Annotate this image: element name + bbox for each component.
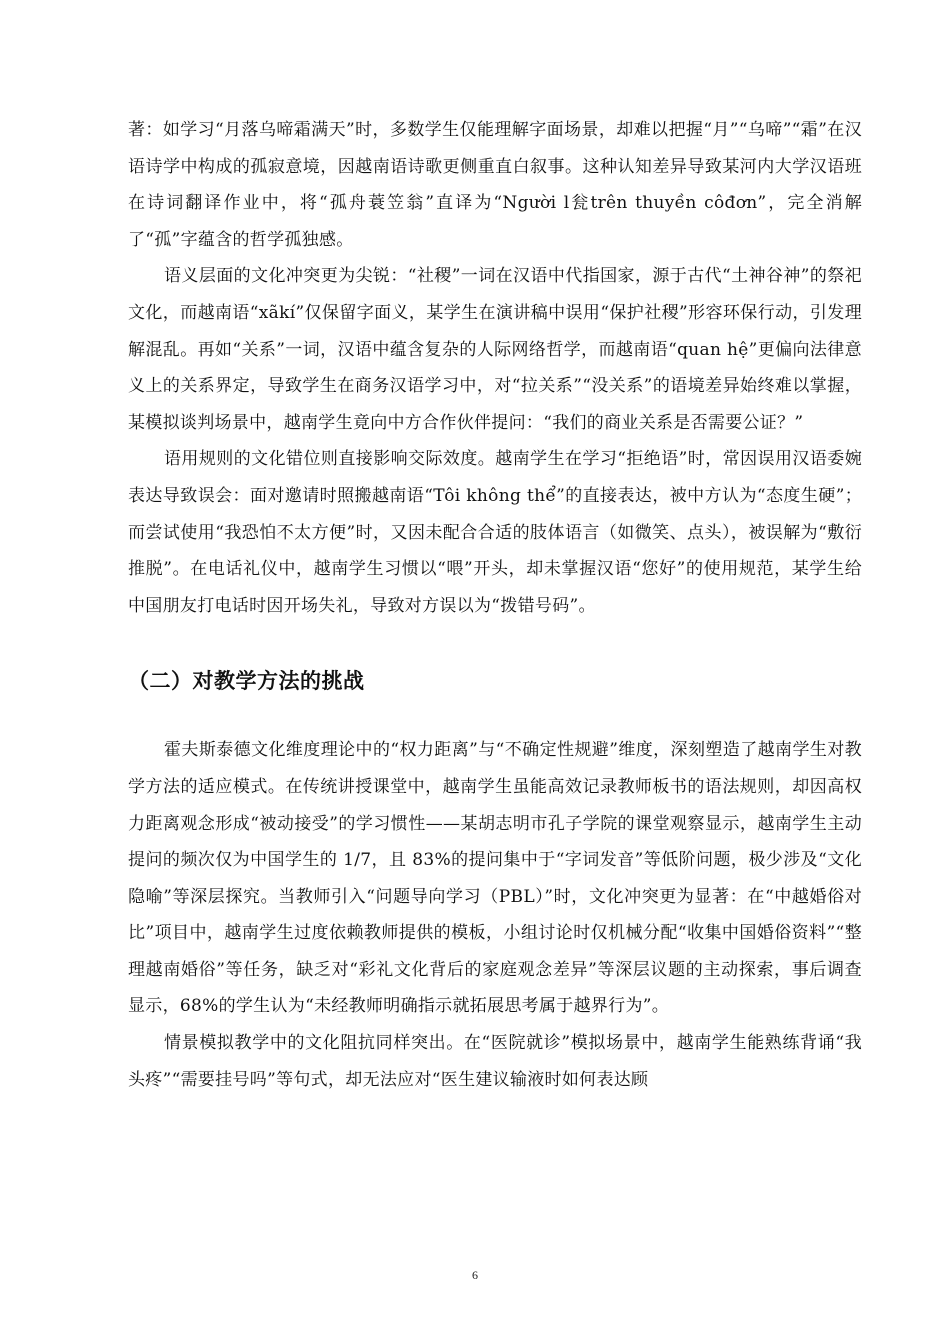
section-heading: （二）对教学方法的挑战 (128, 669, 365, 694)
document-body (128, 112, 862, 1098)
paragraph-semantic-conflict: 语义层面的文化冲突更为尖锐：“社稷”一词在汉语中代指国家，源于古代“土神谷神”的祭祀文化，而越南语“xãkí”仅保留字面义，某学生在演讲稿中误用“保护社稷”形容环保行动，引发理解混乱。再如“关系”一词，汉语中蕴含复杂的人际网络哲学，而越南语“quan hệ”更偏向法律意义上的关系界定，导致学生在商务汉语学习中，对“拉关系”“没关系”的语境差异始终难以掌握，某模拟谈判场景中，越南学生竟向中方合作伙伴提问：“我们的商业关系是否需要公证？” (128, 266, 862, 433)
paragraph-poetry-imagery: 著：如学习“月落乌啼霜满天”时，多数学生仅能理解字面场景，却难以把握“月”“乌啼”“霜”在汉语诗学中构成的孤寂意境，因越南语诗歌更侧重直白叙事。这种认知差异导致某河内大学汉语班在诗词翻译作业中，将“孤舟蓑笠翁”直译为“Người l瓮trên thuyền côđơn”，完全消解了“孤”字蕴含的哲学孤独感。 (128, 120, 862, 250)
paragraph-pragmatic-mismatch: 语用规则的文化错位则直接影响交际效度。越南学生在学习“拒绝语”时，常因误用汉语委婉表达导致误会：面对邀请时照搬越南语“Tôi không thể”的直接表达，被中方认为“态度生硬”；而尝试使用“我恐怕不太方便”时，又因未配合合适的肢体语言（如微笑、点头），被误解为“敷衍推脱”。在电话礼仪中，越南学生习惯以“喂”开头，却未掌握汉语“您好”的使用规范，某学生给中国朋友打电话时因开场失礼，导致对方误以为“拨错号码”。 (128, 449, 862, 616)
page-number: 6 (472, 1268, 478, 1282)
paragraph-hofstede-dimensions: 霍夫斯泰德文化维度理论中的“权力距离”与“不确定性规避”维度，深刻塑造了越南学生对教学方法的适应模式。在传统讲授课堂中，越南学生虽能高效记录教师板书的语法规则，却因高权力距离观念形成“被动接受”的学习惯性——某胡志明市孔子学院的课堂观察显示，越南学生主动提问的频次仅为中国学生的 1/7，且 83%的提问集中于“字词发音”等低阶问题，极少涉及“文化隐喻”等深层探究。当教师引入“问题导向学习（PBL）”时，文化冲突更为显著：在“中越婚俗对比”项目中，越南学生过度依赖教师提供的模板，小组讨论时仅机械分配“收集中国婚俗资料”“整理越南婚俗”等任务，缺乏对“彩礼文化背后的家庭观念差异”等深层议题的主动探索，事后调查显示，68%的学生认为“未经教师明确指示就拓展思考属于越界行为”。 (128, 740, 862, 1017)
paragraph-scenario-simulation: 情景模拟教学中的文化阻抗同样突出。在“医院就诊”模拟场景中，越南学生能熟练背诵“我头疼”“需要挂号吗”等句式，却无法应对“医生建议输液时如何表达顾 (128, 1033, 862, 1090)
